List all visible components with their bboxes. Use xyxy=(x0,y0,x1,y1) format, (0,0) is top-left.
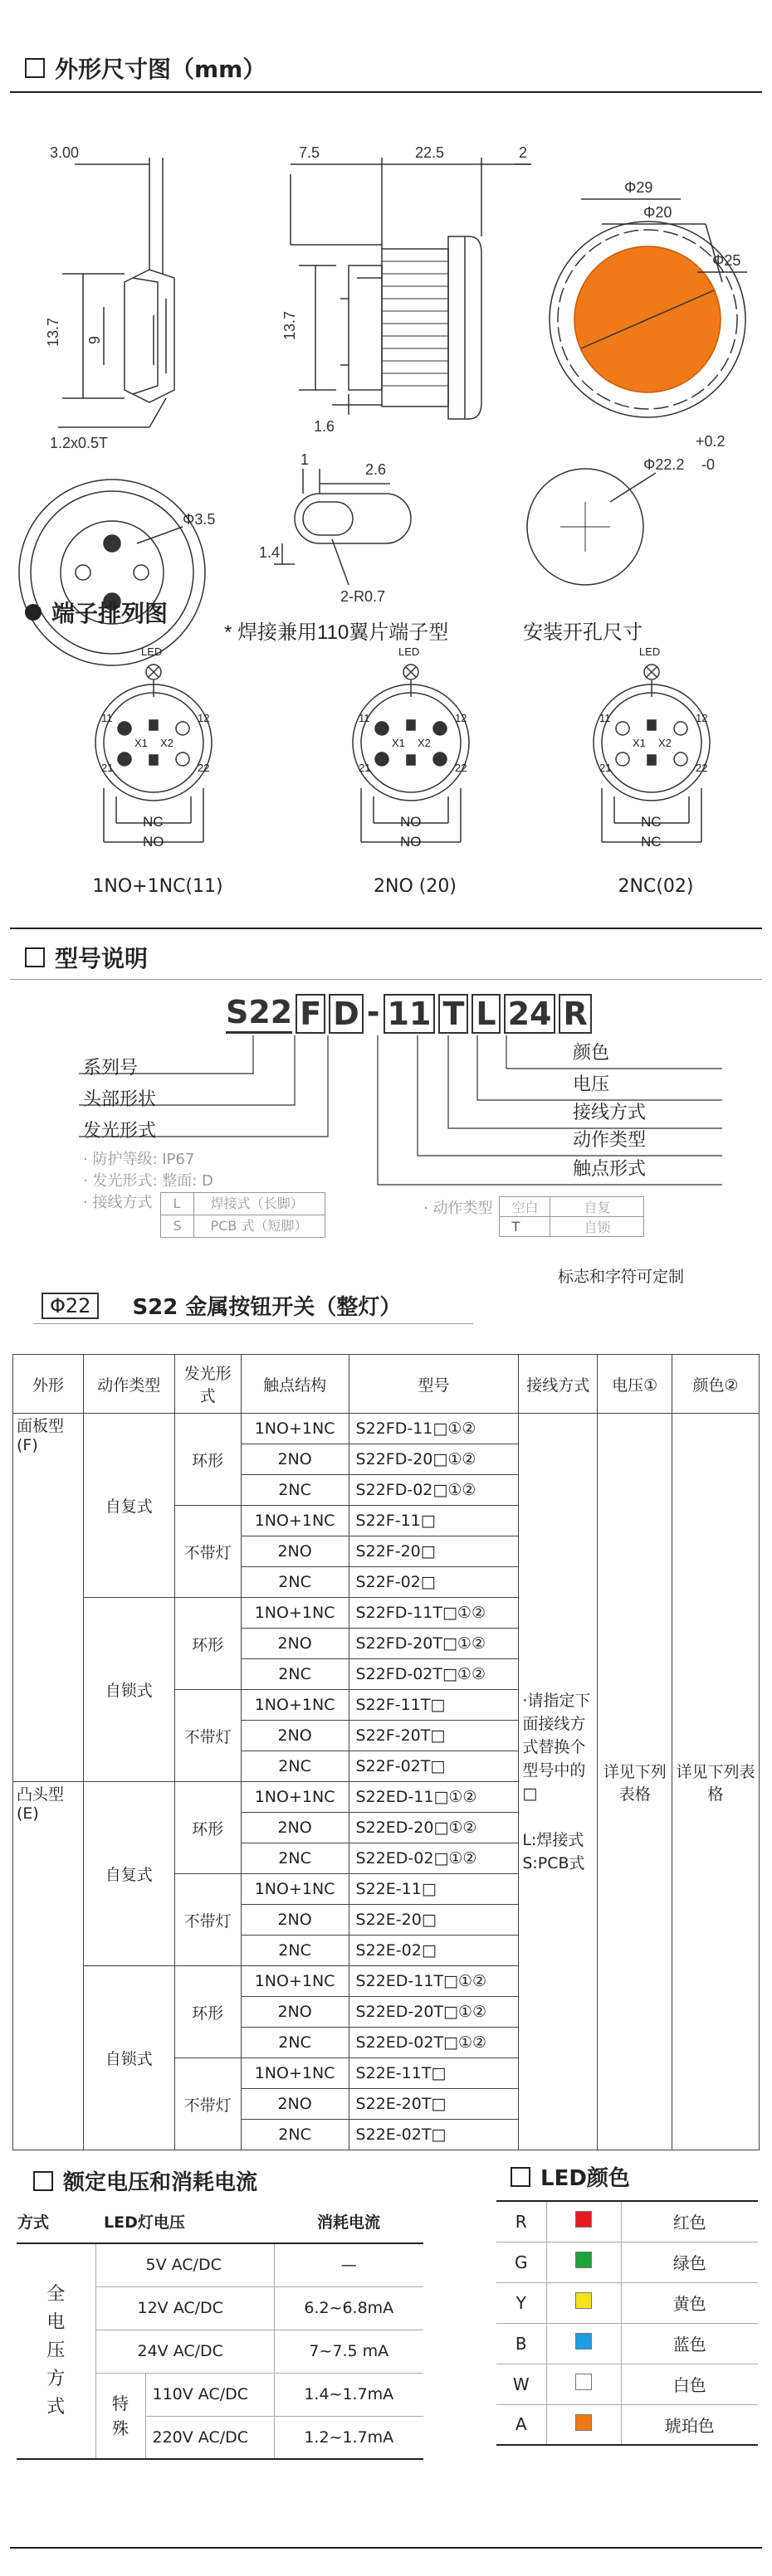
divider xyxy=(10,2547,762,2549)
svg-text:NO: NO xyxy=(400,834,422,850)
action-type-notes: · 动作类型 空白 自复 T 自锁 xyxy=(423,1196,644,1237)
svg-text:1.6: 1.6 xyxy=(314,418,335,435)
section-title-dims: 外形尺寸图（mm） xyxy=(25,51,266,85)
table-row: 全电压方式 5V AC/DC — xyxy=(17,2243,423,2286)
svg-text:LED: LED xyxy=(141,645,163,658)
terminal-diagram-3 xyxy=(573,639,739,913)
svg-text:Φ20: Φ20 xyxy=(643,204,672,221)
svg-text:12: 12 xyxy=(198,712,210,724)
terminal-caption: 2NO (20) xyxy=(374,876,457,897)
svg-text:9: 9 xyxy=(86,335,103,344)
label-contact: 触点形式 xyxy=(573,1159,647,1180)
table-row: 2NC S22F-02□ xyxy=(13,1567,760,1598)
checkbox-square-icon xyxy=(25,947,45,967)
svg-text:12: 12 xyxy=(696,712,708,724)
bullet-dot-icon xyxy=(25,604,42,621)
led-swatch-cell xyxy=(546,2282,621,2323)
led-code: W xyxy=(496,2364,546,2404)
svg-text:21: 21 xyxy=(359,762,371,774)
table-row: 不带灯 1NO+1NC S22F-11□ xyxy=(13,1506,760,1536)
svg-text:Φ3.5: Φ3.5 xyxy=(183,511,216,528)
table-row: 凸头型 (E) 自复式 环形 1NO+1NC S22ED-11□①② xyxy=(13,1782,760,1813)
divider xyxy=(10,91,762,93)
svg-text:12: 12 xyxy=(455,712,467,724)
table-row: 2NC S22ED-02T□①② xyxy=(13,2028,760,2058)
table-row: 2NC S22E-02□ xyxy=(13,1936,760,1966)
svg-text:X2: X2 xyxy=(418,737,431,749)
svg-text:X2: X2 xyxy=(160,737,173,749)
svg-text:NC: NC xyxy=(641,814,662,830)
label-head-shape: 头部形状 xyxy=(83,1089,157,1110)
table-row: 2NC S22E-02T□ xyxy=(13,2120,760,2150)
led-name: 白色 xyxy=(621,2364,758,2404)
led-color-row xyxy=(496,2242,758,2282)
table-row: 2NC S22FD-02□①② xyxy=(13,1475,760,1506)
led-color-row xyxy=(496,2323,758,2364)
table-header-row: 方式 LED灯电压 消耗电流 xyxy=(17,2200,423,2243)
svg-text:2.6: 2.6 xyxy=(365,461,387,478)
led-swatch-cell xyxy=(546,2364,621,2404)
svg-text:1.2x0.5T: 1.2x0.5T xyxy=(50,435,109,451)
led-name: 红色 xyxy=(621,2201,758,2242)
table-row: 24V AC/DC 7~7.5 mA xyxy=(17,2330,423,2373)
product-code: Φ22 xyxy=(42,1293,99,1319)
table-row: 自锁式 环形 1NO+1NC S22FD-11T□①② xyxy=(13,1598,760,1629)
color-swatch-icon xyxy=(575,2252,592,2268)
table-row: 12V AC/DC 6.2~6.8mA xyxy=(17,2286,423,2330)
dim-3: 3.00 xyxy=(50,144,80,161)
mode-cell: 全电压方式 xyxy=(17,2243,95,2459)
wiring-table: L 焊接式（长脚） S PCB 式（短脚） xyxy=(160,1192,325,1238)
model-code-diagram xyxy=(0,987,772,1294)
checkbox-square-icon xyxy=(511,2167,530,2187)
divider xyxy=(33,1323,473,1324)
svg-text:NC: NC xyxy=(143,814,164,830)
led-name: 绿色 xyxy=(621,2242,758,2282)
led-code: G xyxy=(496,2242,546,2282)
table-row: 220V AC/DC 1.2~1.7mA xyxy=(17,2416,423,2459)
svg-text:Φ29: Φ29 xyxy=(624,179,653,196)
color-swatch-icon xyxy=(575,2292,592,2309)
table-header-row: 外形 动作类型 发光形式 触点结构 型号 接线方式 电压① 颜色② xyxy=(13,1355,760,1414)
model-notes: · 防护等级: IP67 · 发光形式: 整面: D · 接线方式 L 焊接式（长脚） S PCB 式（短脚） xyxy=(83,1149,325,1238)
svg-text:21: 21 xyxy=(599,762,612,774)
led-swatch-cell xyxy=(546,2404,621,2445)
table-row: 自锁式 环形 1NO+1NC S22ED-11T□①② xyxy=(13,1966,760,1997)
led-code: B xyxy=(496,2323,546,2364)
led-color-row xyxy=(496,2364,758,2404)
label-light-form: 发光形式 xyxy=(83,1121,157,1142)
svg-text:LED: LED xyxy=(639,645,661,658)
svg-text:2: 2 xyxy=(519,144,528,161)
label-action: 动作类型 xyxy=(573,1130,647,1151)
svg-text:22: 22 xyxy=(696,762,708,774)
svg-text:1: 1 xyxy=(300,451,310,468)
led-swatch-cell xyxy=(546,2201,621,2242)
svg-text:LED: LED xyxy=(398,645,420,658)
svg-text:11: 11 xyxy=(599,712,611,724)
svg-text:X1: X1 xyxy=(134,737,148,749)
section-title-model: 型号说明 xyxy=(25,941,148,974)
checkbox-square-icon xyxy=(25,58,45,78)
svg-text:13.7: 13.7 xyxy=(281,310,298,340)
table-row: 2NO S22F-20T□ xyxy=(13,1721,760,1751)
led-code: Y xyxy=(496,2282,546,2323)
section-title-led: LED颜色 xyxy=(511,2161,630,2192)
product-name: S22 金属按钮开关（整灯） xyxy=(132,1295,402,1320)
table-row: 面板型 (F) 自复式 环形 1NO+1NC S22FD-11□①② ·请指定下面接线方式替换个型号中的 □ L:焊接式 S:PCB式 详见下列表格 详见下列表格 xyxy=(13,1414,760,1444)
table-row: 2NO S22E-20□ xyxy=(13,1905,760,1936)
led-code: R xyxy=(496,2201,546,2242)
table-row: 2NO S22E-20T□ xyxy=(13,2089,760,2120)
led-color-table xyxy=(496,2200,758,2446)
model-table xyxy=(12,1354,760,2150)
table-row: 2NO S22ED-20T□①② xyxy=(13,1997,760,2028)
svg-text:1.4: 1.4 xyxy=(259,544,281,561)
table-row: 不带灯 1NO+1NC S22E-11T□ xyxy=(13,2058,760,2089)
led-swatch-cell xyxy=(546,2323,621,2364)
color-swatch-icon xyxy=(575,2333,592,2350)
led-swatch-cell xyxy=(546,2242,621,2282)
table-row: 2NO S22F-20□ xyxy=(13,1536,760,1567)
label-wiring: 接线方式 xyxy=(573,1103,647,1123)
svg-text:NO: NO xyxy=(400,814,422,830)
table-row: 特殊 110V AC/DC 1.4~1.7mA xyxy=(17,2373,423,2416)
label-color: 颜色 xyxy=(573,1043,610,1064)
divider xyxy=(10,928,762,929)
label-voltage: 电压 xyxy=(573,1074,610,1095)
product-title xyxy=(42,1290,401,1321)
action-table: 空白 自复 T 自锁 xyxy=(499,1196,644,1237)
svg-text:安装开孔尺寸: 安装开孔尺寸 xyxy=(523,621,643,644)
color-swatch-icon xyxy=(575,2414,592,2431)
svg-text:-0: -0 xyxy=(701,456,716,473)
led-name: 琥珀色 xyxy=(621,2404,758,2445)
section-title-terminals: 端子排列图 xyxy=(25,596,168,629)
led-color-row xyxy=(496,2282,758,2323)
led-name: 蓝色 xyxy=(621,2323,758,2364)
svg-text:21: 21 xyxy=(101,762,114,774)
label-series: 系列号 xyxy=(83,1058,139,1079)
terminal-caption: 2NC(02) xyxy=(618,876,694,897)
color-swatch-icon xyxy=(575,2374,592,2390)
svg-text:* 焊接兼用110翼片端子型: * 焊接兼用110翼片端子型 xyxy=(224,621,449,644)
table-row: 2NC S22ED-02□①② xyxy=(13,1843,760,1874)
wiring-note-cell: ·请指定下面接线方式替换个型号中的 □ L:焊接式 S:PCB式 xyxy=(519,1414,598,2150)
svg-text:Φ22.2: Φ22.2 xyxy=(643,456,685,473)
svg-text:NO: NO xyxy=(143,834,164,850)
svg-text:22: 22 xyxy=(198,762,210,774)
svg-text:NC: NC xyxy=(641,834,662,850)
table-row: 2NO S22FD-20□①② xyxy=(13,1444,760,1475)
svg-text:2-R0.7: 2-R0.7 xyxy=(340,588,386,605)
svg-text:Φ25: Φ25 xyxy=(712,252,741,269)
voltage-table xyxy=(17,2200,423,2460)
svg-text:11: 11 xyxy=(359,712,370,724)
led-color-row xyxy=(496,2201,758,2242)
checkbox-square-icon xyxy=(33,2171,53,2191)
color-swatch-icon xyxy=(575,2211,592,2228)
svg-text:11: 11 xyxy=(101,712,113,724)
svg-text:X1: X1 xyxy=(633,737,646,749)
table-row: 2NC S22FD-02T□①② xyxy=(13,1659,760,1690)
terminal-diagram-2 xyxy=(332,639,498,913)
table-row: 不带灯 1NO+1NC S22F-11T□ xyxy=(13,1690,760,1721)
table-row: 2NO S22ED-20□①② xyxy=(13,1813,760,1843)
model-code: S22 F D - 11 T L 24 R xyxy=(226,994,592,1034)
svg-text:+0.2: +0.2 xyxy=(696,433,726,450)
table-row: 2NC S22F-02T□ xyxy=(13,1751,760,1782)
divider xyxy=(10,979,762,980)
svg-text:13.7: 13.7 xyxy=(45,317,61,347)
terminal-caption: 1NO+1NC(11) xyxy=(92,876,223,897)
terminal-diagram-1 xyxy=(75,639,241,913)
led-code: A xyxy=(496,2404,546,2445)
table-row: 2NO S22FD-20T□①② xyxy=(13,1629,760,1659)
led-name: 黄色 xyxy=(621,2282,758,2323)
svg-text:X2: X2 xyxy=(658,737,672,749)
table-row: 不带灯 1NO+1NC S22E-11□ xyxy=(13,1874,760,1905)
custom-note: 标志和字符可定制 xyxy=(558,1268,685,1286)
svg-text:22.5: 22.5 xyxy=(415,144,445,161)
section-title-voltage: 额定电压和消耗电流 xyxy=(33,2165,257,2196)
svg-text:7.5: 7.5 xyxy=(299,144,320,161)
led-color-row xyxy=(496,2404,758,2445)
svg-text:X1: X1 xyxy=(392,737,405,749)
terminal-diagrams xyxy=(0,639,772,913)
svg-text:22: 22 xyxy=(455,762,467,774)
